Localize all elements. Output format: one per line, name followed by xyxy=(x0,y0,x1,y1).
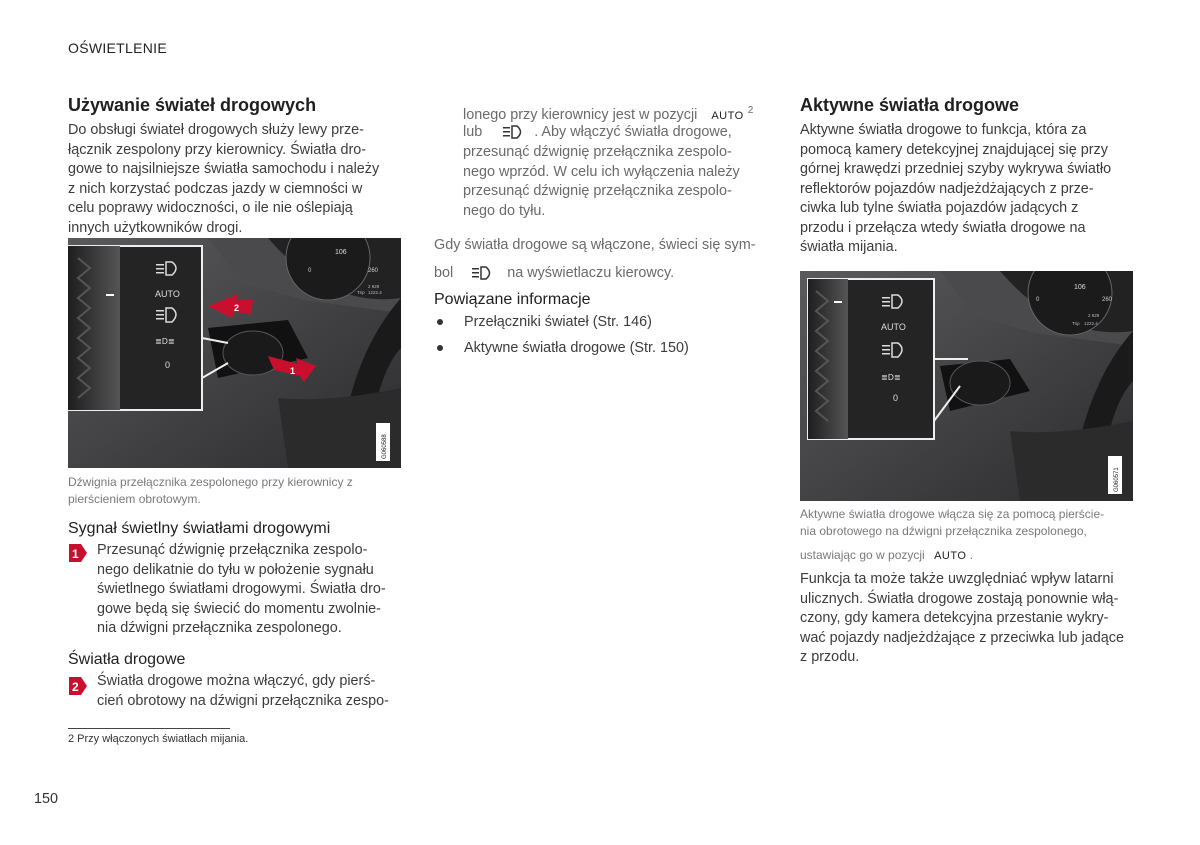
text-line: Gdy światła drogowe są włączone, świeci się sym- xyxy=(434,237,756,253)
parking-light-symbol-icon xyxy=(881,373,901,382)
text-line: ciwka lub tylne światła pojazdów jadących z xyxy=(800,200,1079,216)
bol-text: bol xyxy=(434,264,454,281)
related-link-light-switches[interactable]: Przełączniki świateł (Str. 146) xyxy=(434,309,689,335)
section-header: OŚWIETLENIE xyxy=(68,40,167,56)
step-2-badge-icon xyxy=(68,676,88,696)
cluster-trip-value: 1222.4 xyxy=(1084,321,1098,326)
lit-symbol-paragraph xyxy=(434,236,774,283)
step-2-number: 2 xyxy=(72,680,79,694)
figure-code: G060588 xyxy=(382,434,388,459)
heading-active-high-beams: Aktywne światła drogowe xyxy=(800,95,1020,115)
active-lever-illustration xyxy=(800,271,1133,501)
text-line: Funkcja ta może także uwzględniać wpływ latarni xyxy=(800,571,1114,587)
continued-line-2 xyxy=(463,123,732,143)
highbeam-icon xyxy=(502,124,524,140)
lit-text: na wyświetlaczu kierowcy. xyxy=(507,264,675,281)
bullet-icon xyxy=(437,345,443,351)
ring-position-auto: AUTO xyxy=(155,289,180,299)
active-high-beam-figure xyxy=(800,271,1133,501)
step-line: Przesunąć dźwignię przełącznika zespolo- xyxy=(97,542,368,558)
bullet-icon xyxy=(437,319,443,325)
cluster-km: 2 929 xyxy=(368,284,380,289)
steering-lever-figure xyxy=(68,238,401,468)
step-line: gowe będą się świecić do momentu zwolnie- xyxy=(97,600,381,617)
text-line: przodu i przełącza wtedy światła drogowe na xyxy=(800,219,1086,236)
text-line: wać pojazdy nadjeżdżające z przeciwka lub jadące xyxy=(800,629,1124,646)
intro-line: Do obsługi świateł drogowych służy lewy prze- xyxy=(68,122,364,138)
ring-position-auto: AUTO xyxy=(881,322,906,332)
svg-text:≣D≣: ≣D≣ xyxy=(155,337,175,346)
text-line: światła mijania. xyxy=(800,239,898,255)
continued-text: lonego przy kierownicy jest w pozycji xyxy=(463,106,698,123)
related-links-list xyxy=(434,309,689,361)
text-line: z przodu. xyxy=(800,649,860,665)
caption-line: pierścieniem obrotowym. xyxy=(68,491,201,506)
step-line: Światła drogowe można włączyć, gdy pierś- xyxy=(97,673,376,689)
text-line: przesunąć dźwignię przełącznika zespolo- xyxy=(463,183,732,199)
text-line: nego do tyłu. xyxy=(463,202,546,219)
cluster-trip-value: 1222.4 xyxy=(368,290,382,295)
text-line: nego wprzód. W celu ich wyłączenia należy xyxy=(463,163,740,180)
text-line: przesunąć dźwignię przełącznika zespolo- xyxy=(463,144,732,160)
active-body xyxy=(800,570,1140,668)
arrow-2-label: 2 xyxy=(234,303,240,313)
figure-code: G060571 xyxy=(1114,467,1120,492)
caption-line: Aktywne światła drogowe włącza się za pomocą pierście- xyxy=(800,507,1105,521)
step-line: świetlnego światłami drogowymi. Światła dro- xyxy=(97,581,386,597)
text-line: czony, gdy kamera detekcyjna przestanie wykry- xyxy=(800,610,1109,626)
cluster-km: 2 929 xyxy=(1088,313,1100,318)
cluster-zero: 0 xyxy=(1036,297,1040,303)
auto-symbol: AUTO xyxy=(711,109,744,122)
intro-line: gowe to najsilniejsze światła samochodu i należy xyxy=(68,161,380,177)
text-line: reflektorów pojazdów nadjeżdżających z prze- xyxy=(800,180,1094,197)
text-line xyxy=(434,264,774,284)
lub-text: lub xyxy=(463,124,483,140)
heading-related-info: Powiązane informacje xyxy=(434,291,591,308)
text-line: górnej krawędzi przedniej szyby wykrywa światło xyxy=(800,161,1112,177)
footnote: 2 Przy włączonych światłach mijania. xyxy=(68,733,249,745)
figure-caption xyxy=(800,506,1140,565)
intro-line: z nich korzystać podczas jazdy w ciemności w xyxy=(68,180,363,197)
text-line: Aktywne światła drogowe to funkcja, która za xyxy=(800,122,1087,138)
caption-line: nia obrotowego na dźwigni przełącznika zespolonego, xyxy=(800,523,1087,538)
steering-lever-illustration xyxy=(68,238,401,468)
footnote-ref: 2 xyxy=(747,105,754,116)
cluster-trip: Trip xyxy=(1072,321,1080,326)
cluster-trip: Trip xyxy=(357,290,365,295)
caption-text: ustawiając go w pozycji xyxy=(800,548,925,562)
step-1-text xyxy=(97,541,407,639)
cluster-260: 260 xyxy=(1102,297,1113,303)
continued-text: . Aby włączyć światła drogowe, xyxy=(534,124,732,140)
continued-rest xyxy=(463,143,763,221)
footnote-divider xyxy=(68,728,230,729)
text-line: pomocą kamery detekcyjnej znajdującej się przy xyxy=(800,141,1108,158)
page-number: 150 xyxy=(34,791,59,807)
intro-line: celu poprawy widoczności, o ile nie oślepiają xyxy=(68,200,353,216)
step-line: nego delikatnie do tyłu w położenie sygnału xyxy=(97,561,374,578)
step-2-text xyxy=(97,672,407,711)
svg-text:≣D≣: ≣D≣ xyxy=(881,373,901,382)
heading-using-high-beams: Używanie świateł drogowych xyxy=(68,95,317,115)
text-line: ulicznych. Światła drogowe zostają ponownie włą- xyxy=(800,590,1119,607)
cluster-260: 260 xyxy=(368,268,379,274)
intro-paragraph xyxy=(68,121,408,238)
step-1-badge-icon xyxy=(68,543,88,563)
ring-position-zero: 0 xyxy=(165,360,171,370)
heading-high-beams: Światła drogowe xyxy=(68,651,186,668)
caption-end: . xyxy=(969,548,974,562)
intro-line: łącznik zespolony przy kierownicy. Światła dro- xyxy=(68,141,367,158)
active-intro xyxy=(800,121,1140,258)
caption-line xyxy=(800,547,1140,565)
parking-light-symbol-icon xyxy=(155,337,175,346)
cluster-speed: 106 xyxy=(1074,284,1086,291)
arrow-1-label: 1 xyxy=(290,366,296,376)
cluster-speed: 106 xyxy=(335,249,347,256)
step-1-number: 1 xyxy=(72,547,79,561)
auto-symbol: AUTO xyxy=(934,550,967,562)
cluster-zero: 0 xyxy=(308,268,312,274)
caption-line: Dźwignia przełącznika zespolonego przy kierownicy z xyxy=(68,475,353,489)
ring-position-zero: 0 xyxy=(893,393,899,403)
heading-flash-high-beam: Sygnał świetlny światłami drogowymi xyxy=(68,520,331,537)
step-line: cień obrotowy na dźwigni przełącznika zespo- xyxy=(97,692,389,709)
related-link-active-high-beams[interactable]: Aktywne światła drogowe (Str. 150) xyxy=(434,335,689,361)
intro-line: innych użytkowników drogi. xyxy=(68,219,243,236)
step-line: nia dźwigni przełącznika zespolonego. xyxy=(97,620,342,636)
highbeam-indicator-icon xyxy=(471,265,493,281)
figure-caption xyxy=(68,474,398,507)
